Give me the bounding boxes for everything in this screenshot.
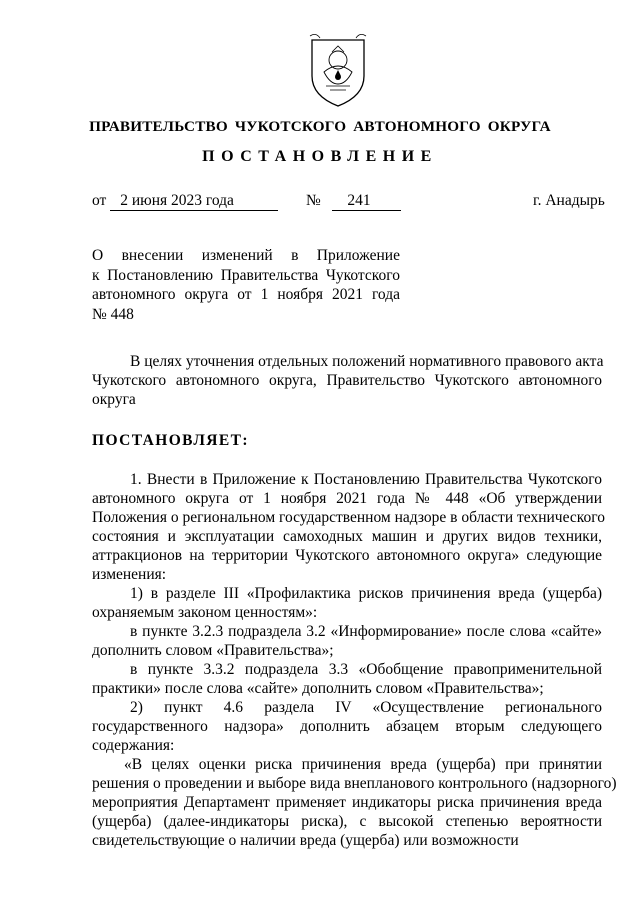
- date-prefix: от: [92, 192, 107, 209]
- decree-heading: ПОСТАНОВЛЯЕТ:: [92, 432, 249, 449]
- subject-line: автономного округа от 1 ноября 2021 года: [92, 286, 400, 303]
- preamble-line: округа: [92, 391, 136, 408]
- subject-line: к Постановлению Правительства Чукотского: [92, 266, 400, 284]
- document-subject: [92, 246, 400, 324]
- preamble-line: В целях уточнения отдельных положений нормативного правового акта: [130, 353, 604, 370]
- body-line: содержания:: [92, 737, 175, 754]
- body-line: 1) в разделе III «Профилактика рисков причинения вреда (ущерба): [130, 585, 602, 602]
- body-line: «В целях оценки риска причинения вреда (ущерба) при принятии: [124, 756, 602, 773]
- document-type-title: ПОСТАНОВЛЕНИЕ: [202, 148, 438, 165]
- date-value: 2 июня 2023 года: [110, 192, 278, 211]
- body-line: состояния и эксплуатации самоходных машин и других видов техники,: [92, 528, 602, 545]
- document-date: [92, 192, 278, 211]
- number-value: 241: [332, 192, 401, 211]
- body-line: 1. Внести в Приложение к Постановлению Правительства Чукотского: [130, 471, 602, 488]
- body-line: автономного округа от 1 ноября 2021 года № 448 «Об утверждении: [92, 490, 602, 507]
- subject-line: № 448: [92, 305, 134, 323]
- number-prefix: №: [306, 192, 321, 209]
- document-number: [306, 192, 401, 211]
- body-line: (ущерба) (далее-индикаторы риска), с высокой степенью вероятности: [92, 813, 602, 830]
- body-line: мероприятия Департамент применяет индикаторы риска причинения вреда: [92, 794, 602, 811]
- body-line: охраняемым законом ценностям»:: [92, 604, 318, 621]
- body-line: свидетельствующие о наличии вреда (ущерба) или возможности: [92, 832, 519, 849]
- city: г. Анадырь: [533, 192, 605, 209]
- body-line: государственного надзора» дополнить абзацем вторым следующего: [92, 718, 602, 735]
- body-line: аттракционов на территории Чукотского автономного округа» следующие: [92, 547, 602, 564]
- preamble: [92, 352, 602, 409]
- body-line: 2) пункт 4.6 раздела IV «Осуществление регионального: [130, 699, 602, 716]
- body-line: изменения:: [92, 566, 167, 583]
- body-line: решения о проведении и выборе вида внепланового контрольного (надзорного): [92, 775, 617, 792]
- body-line: Положения о региональном государственном надзоре в области технического: [92, 509, 605, 526]
- subject-line: О внесении изменений в Приложение: [92, 247, 400, 264]
- preamble-line: Чукотского автономного округа, Правительство Чукотского автономного: [92, 372, 602, 389]
- chukotka-coat-of-arms-icon: [302, 30, 374, 110]
- body-line: в пункте 3.3.2 подраздела 3.3 «Обобщение правоприменительной: [130, 661, 602, 678]
- organization-title: ПРАВИТЕЛЬСТВО ЧУКОТСКОГО АВТОНОМНОГО ОКРУГА: [89, 118, 551, 135]
- decree-body: [92, 470, 617, 850]
- body-line: дополнить словом «Правительства»;: [92, 642, 334, 659]
- body-line: в пункте 3.2.3 подраздела 3.2 «Информирование» после слова «сайте»: [130, 623, 602, 640]
- body-line: практики» после слова «сайте» дополнить словом «Правительства»;: [92, 680, 544, 697]
